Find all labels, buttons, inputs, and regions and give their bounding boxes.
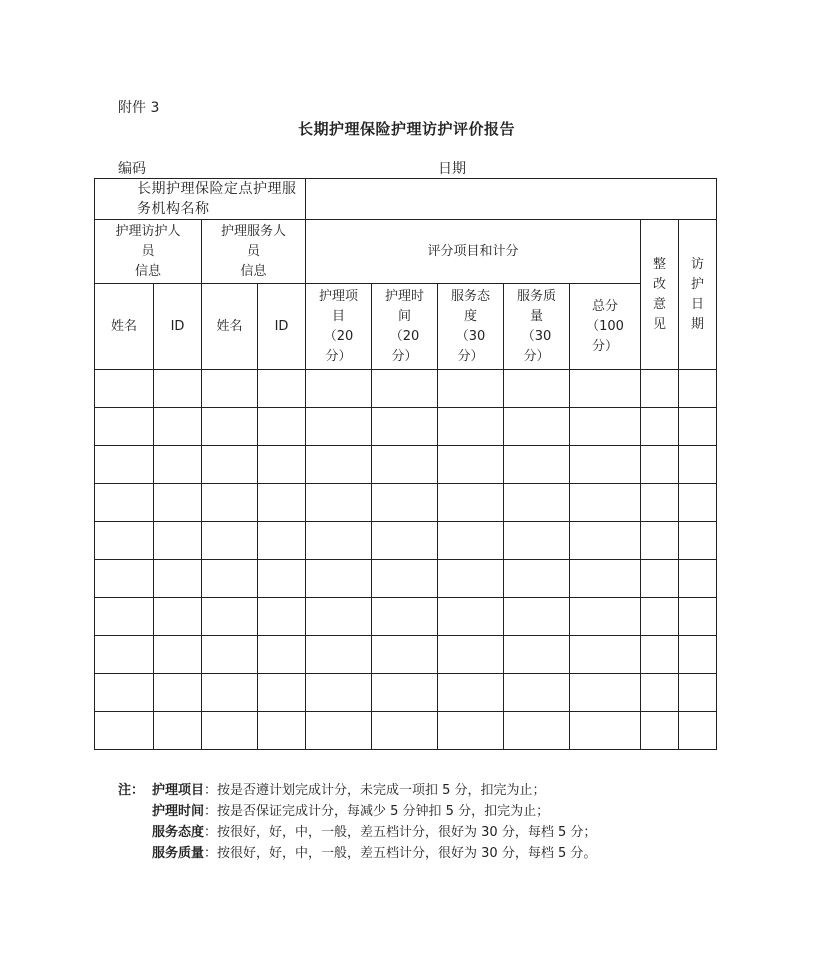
table-cell[interactable]	[372, 560, 438, 598]
note-prefix	[118, 843, 152, 864]
report-title: 长期护理保险护理访护评价报告	[297, 120, 515, 138]
table-row	[95, 712, 717, 750]
table-cell[interactable]	[679, 636, 717, 674]
table-cell[interactable]	[154, 674, 202, 712]
service-quality-header: 服务质 量 （30 分）	[504, 284, 570, 370]
table-cell[interactable]	[258, 712, 306, 750]
table-cell[interactable]	[438, 522, 504, 560]
visitor-id-header: ID	[154, 284, 202, 370]
table-cell[interactable]	[504, 370, 570, 408]
table-body	[95, 370, 717, 750]
table-row	[95, 484, 717, 522]
table-cell[interactable]	[258, 370, 306, 408]
visit-date-header: 访 护 日 期	[679, 220, 717, 370]
table-cell[interactable]	[306, 560, 372, 598]
note-prefix: 注：	[118, 783, 145, 798]
rectification-header: 整 改 意 见	[641, 220, 679, 370]
table-cell[interactable]	[641, 484, 679, 522]
date-label: 日期	[438, 161, 466, 177]
service-attitude-header: 服务态 度 （30 分）	[438, 284, 504, 370]
table-cell[interactable]	[438, 598, 504, 636]
table-cell[interactable]	[570, 446, 641, 484]
table-cell[interactable]	[258, 484, 306, 522]
table-cell[interactable]	[504, 560, 570, 598]
table-cell[interactable]	[679, 408, 717, 446]
table-cell[interactable]	[438, 712, 504, 750]
table-cell[interactable]	[202, 598, 258, 636]
table-cell[interactable]	[154, 598, 202, 636]
table-cell[interactable]	[154, 484, 202, 522]
table-cell[interactable]	[679, 674, 717, 712]
table-cell[interactable]	[306, 712, 372, 750]
table-cell[interactable]	[372, 712, 438, 750]
table-cell[interactable]	[154, 446, 202, 484]
evaluation-table	[94, 178, 717, 750]
table-cell[interactable]	[570, 560, 641, 598]
table-cell[interactable]	[306, 446, 372, 484]
visitor-name-header: 姓名	[95, 284, 154, 370]
table-cell[interactable]	[641, 370, 679, 408]
table-cell[interactable]	[504, 712, 570, 750]
table-cell[interactable]	[679, 712, 717, 750]
table-cell[interactable]	[154, 636, 202, 674]
note-text: ：按是否遵计划完成计分，未完成一项扣 5 分，扣完为止；	[204, 783, 546, 798]
table-cell[interactable]	[641, 446, 679, 484]
table-cell[interactable]	[154, 712, 202, 750]
table-cell[interactable]	[95, 636, 154, 674]
table-cell[interactable]	[438, 370, 504, 408]
note-term: 服务质量	[152, 846, 205, 861]
table-cell[interactable]	[570, 408, 641, 446]
table-cell[interactable]	[258, 446, 306, 484]
table-cell[interactable]	[570, 712, 641, 750]
table-cell[interactable]	[95, 674, 154, 712]
table-cell[interactable]	[372, 674, 438, 712]
table-cell[interactable]	[504, 636, 570, 674]
attachment-label: 附件 3	[118, 100, 160, 116]
table-row	[95, 408, 717, 446]
table-cell[interactable]	[504, 598, 570, 636]
table-cell[interactable]	[504, 674, 570, 712]
table-cell[interactable]	[154, 370, 202, 408]
table-cell[interactable]	[438, 484, 504, 522]
table-cell[interactable]	[372, 370, 438, 408]
table-cell[interactable]	[258, 560, 306, 598]
table-cell[interactable]	[306, 674, 372, 712]
code-label: 编码	[118, 161, 146, 177]
table-cell[interactable]	[306, 408, 372, 446]
org-name-cell[interactable]	[306, 179, 717, 220]
org-name-label: 长期护理保险定点护理服务机构名称	[95, 179, 306, 220]
table-cell[interactable]	[438, 674, 504, 712]
table-cell[interactable]	[95, 370, 154, 408]
table-cell[interactable]	[679, 370, 717, 408]
table-cell[interactable]	[641, 674, 679, 712]
note-term: 服务态度	[152, 825, 205, 840]
table-row	[95, 598, 717, 636]
note-term: 护理项目	[152, 783, 205, 798]
table-row	[95, 636, 717, 674]
table-cell[interactable]	[154, 408, 202, 446]
table-cell[interactable]	[372, 446, 438, 484]
table-cell[interactable]	[372, 484, 438, 522]
table-cell[interactable]	[372, 636, 438, 674]
table-cell[interactable]	[438, 446, 504, 484]
table-row	[95, 522, 717, 560]
table-cell[interactable]	[202, 408, 258, 446]
table-cell[interactable]	[95, 408, 154, 446]
table-cell[interactable]	[570, 674, 641, 712]
table-cell[interactable]	[202, 712, 258, 750]
scoring-header: 评分项目和计分	[306, 220, 641, 284]
care-items-header: 护理项 目 （20 分）	[306, 284, 372, 370]
notes	[118, 780, 596, 864]
note-item	[118, 843, 596, 864]
table-cell[interactable]	[679, 598, 717, 636]
table-cell[interactable]	[641, 522, 679, 560]
note-item	[118, 822, 596, 843]
table-cell[interactable]	[306, 484, 372, 522]
table-cell[interactable]	[306, 522, 372, 560]
table-cell[interactable]	[641, 636, 679, 674]
table-cell[interactable]	[438, 408, 504, 446]
table-cell[interactable]	[202, 484, 258, 522]
table-cell[interactable]	[570, 370, 641, 408]
table-cell[interactable]	[306, 636, 372, 674]
table-cell[interactable]	[641, 408, 679, 446]
table-cell[interactable]	[372, 522, 438, 560]
note-item	[118, 801, 596, 822]
table-cell[interactable]	[202, 522, 258, 560]
table-cell[interactable]	[570, 636, 641, 674]
table-cell[interactable]	[679, 446, 717, 484]
service-staff-info-header: 护理服务人 员 信息	[202, 220, 306, 284]
table-row	[95, 446, 717, 484]
visitor-info-header: 护理访护人 员 信息	[95, 220, 202, 284]
table-row	[95, 370, 717, 408]
table-cell[interactable]	[438, 560, 504, 598]
note-prefix	[118, 801, 152, 822]
table-cell[interactable]	[95, 446, 154, 484]
table-cell[interactable]	[202, 446, 258, 484]
table-cell[interactable]	[202, 674, 258, 712]
table-cell[interactable]	[95, 484, 154, 522]
table-cell[interactable]	[202, 370, 258, 408]
table-cell[interactable]	[504, 484, 570, 522]
staff-name-header: 姓名	[202, 284, 258, 370]
table-cell[interactable]	[641, 598, 679, 636]
table-cell[interactable]	[570, 522, 641, 560]
table-cell[interactable]	[95, 522, 154, 560]
note-prefix	[118, 822, 152, 843]
table-cell[interactable]	[154, 522, 202, 560]
table-cell[interactable]	[258, 636, 306, 674]
table-cell[interactable]	[306, 370, 372, 408]
care-time-header: 护理时 间 （20 分）	[372, 284, 438, 370]
table-cell[interactable]	[504, 446, 570, 484]
table-cell[interactable]	[202, 636, 258, 674]
table-cell[interactable]	[570, 598, 641, 636]
table-cell[interactable]	[641, 560, 679, 598]
table-cell[interactable]	[95, 598, 154, 636]
table-cell[interactable]	[438, 636, 504, 674]
table-cell[interactable]	[202, 560, 258, 598]
table-cell[interactable]	[504, 408, 570, 446]
total-score-header: 总分 （100 分）	[570, 284, 641, 370]
table-cell[interactable]	[258, 598, 306, 636]
table-row	[95, 560, 717, 598]
staff-id-header: ID	[258, 284, 306, 370]
table-cell[interactable]	[95, 712, 154, 750]
table-cell[interactable]	[504, 522, 570, 560]
table-cell[interactable]	[95, 560, 154, 598]
table-cell[interactable]	[154, 560, 202, 598]
note-text: ：按很好，好，中，一般，差五档计分，很好为 30 分，每档 5 分；	[204, 825, 597, 840]
note-text: ：按是否保证完成计分，每减少 5 分钟扣 5 分，扣完为止；	[204, 804, 550, 819]
table-cell[interactable]	[641, 712, 679, 750]
table-cell[interactable]	[679, 522, 717, 560]
table-cell[interactable]	[258, 522, 306, 560]
table-cell[interactable]	[679, 560, 717, 598]
table-row	[95, 674, 717, 712]
table-cell[interactable]	[570, 484, 641, 522]
table-cell[interactable]	[372, 598, 438, 636]
table-cell[interactable]	[372, 408, 438, 446]
table-cell[interactable]	[258, 408, 306, 446]
note-term: 护理时间	[152, 804, 205, 819]
note-text: ：按很好，好，中，一般，差五档计分，很好为 30 分，每档 5 分。	[204, 846, 597, 861]
note-item	[118, 780, 596, 801]
table-cell[interactable]	[679, 484, 717, 522]
table-cell[interactable]	[258, 674, 306, 712]
table-cell[interactable]	[306, 598, 372, 636]
